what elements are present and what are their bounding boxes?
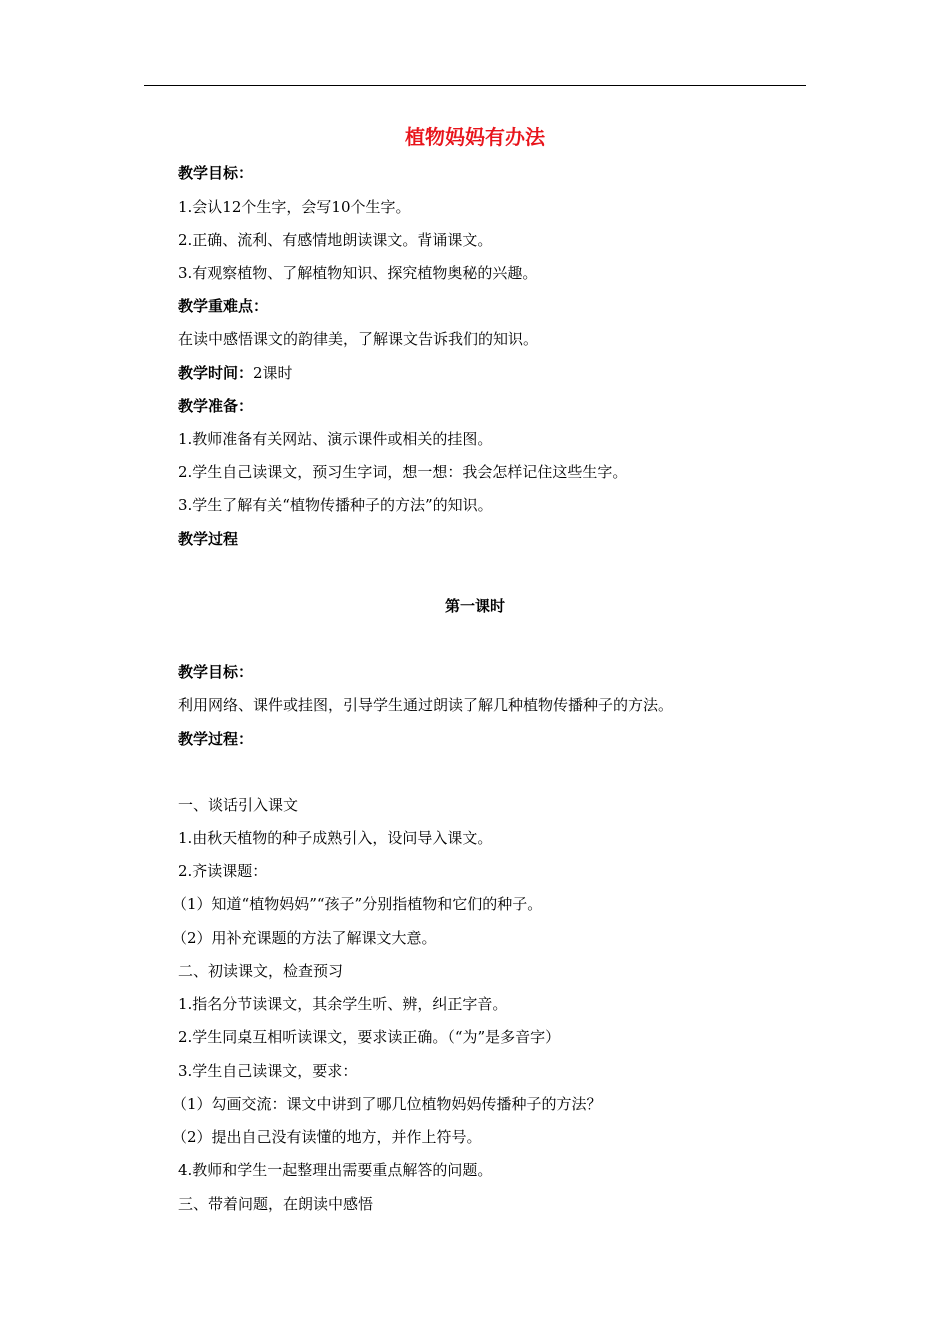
step-item: 1.指名分节读课文，其余学生听、辨，纠正字音。: [178, 995, 508, 1013]
step-item: （2）用补充课题的方法了解课文大意。: [172, 929, 437, 947]
document-title: 植物妈妈有办法: [405, 125, 545, 149]
step-item: 1.由秋天植物的种子成熟引入，设问导入课文。: [178, 829, 493, 847]
time-value: 2课时: [253, 364, 293, 382]
goal-item-3: 3.有观察植物、了解植物知识、探究植物奥秘的兴趣。: [178, 264, 538, 282]
step-item: 二、初读课文，检查预习: [178, 962, 344, 980]
lesson1-process-heading: 教学过程：: [178, 730, 254, 748]
goal-item-1: 1.会认12个生字，会写10个生字。: [178, 198, 411, 216]
lesson1-heading: 第一课时: [444, 597, 505, 615]
step-item: （1）勾画交流：课文中讲到了哪几位植物妈妈传播种子的方法？: [172, 1095, 602, 1113]
prep-item-2: 2.学生自己读课文，预习生字词，想一想：我会怎样记住这些生字。: [178, 463, 628, 481]
step-item: 3.学生自己读课文，要求：: [178, 1062, 358, 1080]
step-item: 一、谈话引入课文: [178, 796, 299, 814]
teaching-time: [178, 363, 778, 383]
lesson1-goals-heading: 教学目标：: [178, 663, 254, 681]
goals-heading: 教学目标：: [178, 164, 254, 182]
step-item: （2）提出自己没有读懂的地方，并作上符号。: [172, 1128, 482, 1146]
step-item: 2.学生同桌互相听读课文，要求读正确。（“为”是多音字）: [178, 1028, 561, 1046]
header-rule: [144, 85, 806, 86]
keypoints-text: 在读中感悟课文的韵律美，了解课文告诉我们的知识。: [178, 330, 539, 348]
step-item: 4.教师和学生一起整理出需要重点解答的问题。: [178, 1161, 493, 1179]
process-heading: 教学过程: [178, 530, 239, 548]
goal-item-2: 2.正确、流利、有感情地朗读课文。背诵课文。: [178, 231, 493, 249]
prep-item-3: 3.学生了解有关“植物传播种子的方法”的知识。: [178, 496, 493, 514]
step-item: 2.齐读课题：: [178, 862, 268, 880]
prep-heading: 教学准备：: [178, 397, 254, 415]
time-heading: 教学时间：: [178, 364, 254, 382]
prep-item-1: 1.教师准备有关网站、演示课件或相关的挂图。: [178, 430, 493, 448]
keypoints-heading: 教学重难点：: [178, 297, 269, 315]
lesson1-goals-text: 利用网络、课件或挂图，引导学生通过朗读了解几种植物传播种子的方法。: [178, 696, 674, 714]
step-item: 三、带着问题，在朗读中感悟: [178, 1195, 374, 1213]
step-item: （1）知道“植物妈妈”“孩子”分别指植物和它们的种子。: [172, 895, 543, 913]
